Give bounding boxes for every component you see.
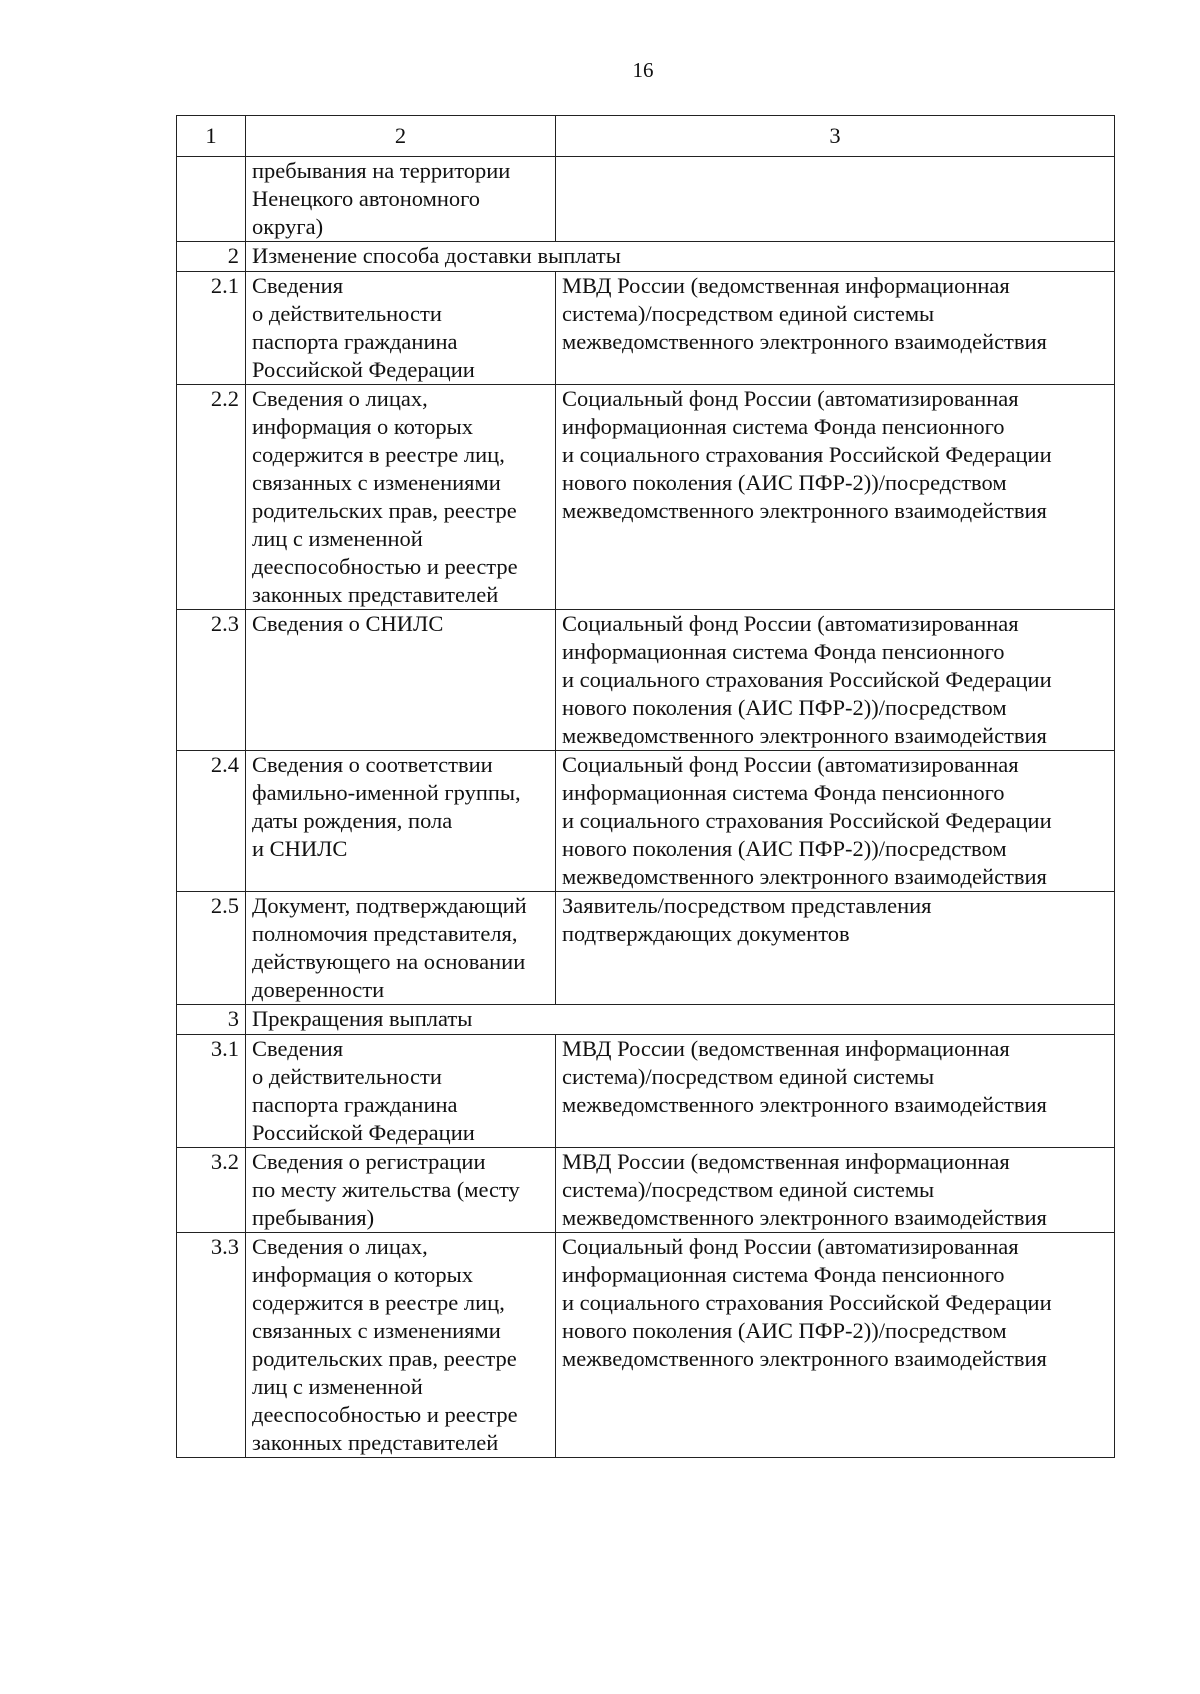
table-row xyxy=(177,385,1115,610)
info-description-cell: пребывания на территории Ненецкого автономного округа) xyxy=(246,157,556,242)
section-title: Прекращения выплаты xyxy=(246,1005,1115,1035)
info-description-cell: Сведения о лицах, информация о которых содержится в реестре лиц, связанных с изменениями родительских прав, реестре лиц с измененной дееспособностью и реестре законных представителей xyxy=(246,385,556,610)
info-description-cell: Сведения о регистрации по месту жительства (месту пребывания) xyxy=(246,1148,556,1233)
row-number: 2.5 xyxy=(177,892,246,1005)
info-source-cell xyxy=(556,157,1115,242)
table-header-row xyxy=(177,116,1115,157)
info-description-cell: Сведения о соответствии фамильно-именной группы, даты рождения, пола и СНИЛС xyxy=(246,751,556,892)
info-description-cell: Сведения о действительности паспорта гражданина Российской Федерации xyxy=(246,1035,556,1148)
info-source-cell: Социальный фонд России (автоматизированная информационная система Фонда пенсионного и социального страхования Российской Федерации нового поколения (АИС ПФР-2))/посредством межведомственного электронного взаимодействия xyxy=(556,751,1115,892)
table-body xyxy=(177,157,1115,1458)
info-source-cell: Социальный фонд России (автоматизированная информационная система Фонда пенсионного и социального страхования Российской Федерации нового поколения (АИС ПФР-2))/посредством межведомственного электронного взаимодействия xyxy=(556,1233,1115,1458)
section-row xyxy=(177,1005,1115,1035)
row-number: 2.2 xyxy=(177,385,246,610)
info-source-cell: МВД России (ведомственная информационная система)/посредством единой системы межведомственного электронного взаимодействия xyxy=(556,1035,1115,1148)
info-description-cell: Сведения о СНИЛС xyxy=(246,610,556,751)
table-row xyxy=(177,1035,1115,1148)
table-row xyxy=(177,892,1115,1005)
info-source-cell: МВД России (ведомственная информационная система)/посредством единой системы межведомственного электронного взаимодействия xyxy=(556,272,1115,385)
table-row xyxy=(177,610,1115,751)
column-header-2: 2 xyxy=(246,116,556,157)
section-number: 2 xyxy=(177,242,246,272)
info-description-cell: Документ, подтверждающий полномочия представителя, действующего на основании доверенности xyxy=(246,892,556,1005)
row-number: 2.4 xyxy=(177,751,246,892)
row-number: 3.2 xyxy=(177,1148,246,1233)
row-number: 3.3 xyxy=(177,1233,246,1458)
table-header xyxy=(177,116,1115,157)
document-table xyxy=(176,115,1115,1458)
info-source-cell: Социальный фонд России (автоматизированная информационная система Фонда пенсионного и социального страхования Российской Федерации нового поколения (АИС ПФР-2))/посредством межведомственного электронного взаимодействия xyxy=(556,610,1115,751)
table-row xyxy=(177,1233,1115,1458)
row-number xyxy=(177,157,246,242)
page-number: 16 xyxy=(632,58,654,82)
table-row xyxy=(177,272,1115,385)
column-header-1: 1 xyxy=(177,116,246,157)
info-source-cell: Заявитель/посредством представления подтверждающих документов xyxy=(556,892,1115,1005)
section-number: 3 xyxy=(177,1005,246,1035)
row-number: 2.1 xyxy=(177,272,246,385)
info-source-cell: МВД России (ведомственная информационная система)/посредством единой системы межведомственного электронного взаимодействия xyxy=(556,1148,1115,1233)
info-description-cell: Сведения о лицах, информация о которых содержится в реестре лиц, связанных с изменениями родительских прав, реестре лиц с измененной дееспособностью и реестре законных представителей xyxy=(246,1233,556,1458)
table-row xyxy=(177,751,1115,892)
table-row xyxy=(177,157,1115,242)
info-description-cell: Сведения о действительности паспорта гражданина Российской Федерации xyxy=(246,272,556,385)
row-number: 3.1 xyxy=(177,1035,246,1148)
column-header-3: 3 xyxy=(556,116,1115,157)
row-number: 2.3 xyxy=(177,610,246,751)
section-row xyxy=(177,242,1115,272)
info-source-cell: Социальный фонд России (автоматизированная информационная система Фонда пенсионного и социального страхования Российской Федерации нового поколения (АИС ПФР-2))/посредством межведомственного электронного взаимодействия xyxy=(556,385,1115,610)
section-title: Изменение способа доставки выплаты xyxy=(246,242,1115,272)
table-row xyxy=(177,1148,1115,1233)
